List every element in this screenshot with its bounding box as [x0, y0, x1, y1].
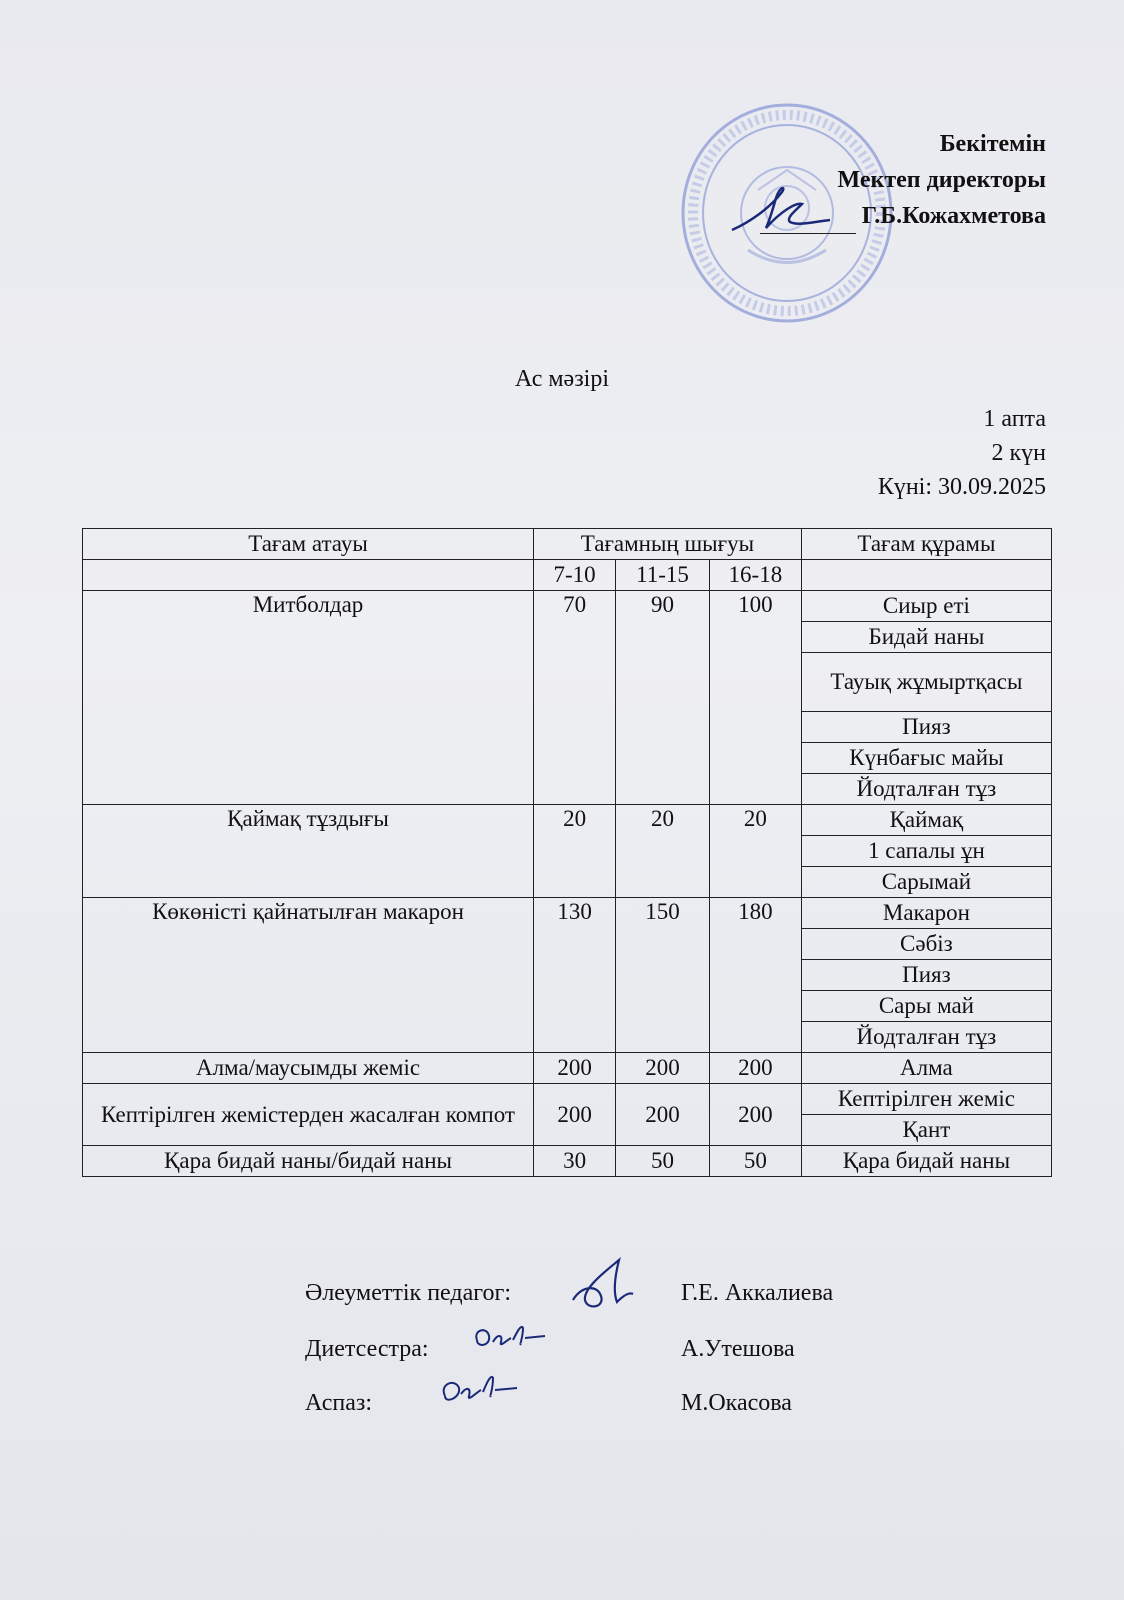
signature-name: Г.Е. Аккалиева [681, 1280, 834, 1306]
yield-16-18: 20 [709, 805, 801, 898]
header-dish-name: Тағам атауы [83, 529, 534, 560]
yield-16-18: 200 [709, 1084, 801, 1146]
ingredient: Сиыр еті [801, 591, 1051, 622]
yield-7-10: 20 [534, 805, 616, 898]
yield-7-10: 200 [534, 1053, 616, 1084]
signature-name: М.Окасова [681, 1390, 792, 1416]
ingredient: Сары май [801, 991, 1051, 1022]
dish-name: Алма/маусымды жеміс [83, 1053, 534, 1084]
cook-signature [435, 1368, 521, 1414]
approval-name-line [760, 198, 1046, 234]
dish-name: Қаймақ тұздығы [83, 805, 534, 898]
table-row [83, 805, 1052, 836]
signature-role: Диетсестра: [305, 1336, 429, 1362]
yield-7-10: 30 [534, 1146, 616, 1177]
header-composition: Тағам құрамы [801, 529, 1051, 560]
dietitian-signature [469, 1318, 549, 1358]
signature-name: А.Утешова [681, 1336, 795, 1362]
approval-director-name: Г.Б.Кожахметова [861, 203, 1046, 229]
header-empty-composition [801, 560, 1051, 591]
yield-11-15: 20 [616, 805, 710, 898]
date-label: Күні: 30.09.2025 [877, 474, 1046, 500]
header-age-row [83, 560, 1052, 591]
ingredient: Кептірілген жеміс [801, 1084, 1051, 1115]
ingredient: Йодталған тұз [801, 774, 1051, 805]
week-label: 1 апта [983, 406, 1046, 432]
header-age-11-15: 11-15 [616, 560, 710, 591]
signature-role: Әлеуметтік педагог: [305, 1280, 511, 1306]
ingredient: Йодталған тұз [801, 1022, 1051, 1053]
header-yield: Тағамның шығуы [534, 529, 802, 560]
ingredient: Сарымай [801, 867, 1051, 898]
yield-16-18: 180 [709, 898, 801, 1053]
approval-position: Мектеп директоры [837, 167, 1046, 193]
dish-name: Қара бидай наны/бидай наны [83, 1146, 534, 1177]
dish-name: Митболдар [83, 591, 534, 805]
header-row [83, 529, 1052, 560]
header-empty-cell [83, 560, 534, 591]
menu-meta [878, 402, 1046, 504]
table-row [83, 1146, 1052, 1177]
yield-11-15: 200 [616, 1053, 710, 1084]
header-age-7-10: 7-10 [534, 560, 616, 591]
approval-block [760, 126, 1046, 234]
ingredient: Қант [801, 1115, 1051, 1146]
menu-table [82, 528, 1052, 1177]
table-row [83, 591, 1052, 622]
ingredient: Бидай наны [801, 622, 1051, 653]
yield-11-15: 90 [616, 591, 710, 805]
ingredient: Қара бидай наны [801, 1146, 1051, 1177]
yield-7-10: 200 [534, 1084, 616, 1146]
ingredient: 1 сапалы ұн [801, 836, 1051, 867]
yield-16-18: 50 [709, 1146, 801, 1177]
ingredient: Алма [801, 1053, 1051, 1084]
ingredient: Қаймақ [801, 805, 1051, 836]
table-row [83, 1053, 1052, 1084]
document-title: Ас мәзірі [514, 366, 610, 392]
ingredient: Макарон [801, 898, 1051, 929]
signature-role: Аспаз: [305, 1390, 373, 1416]
yield-16-18: 100 [709, 591, 801, 805]
yield-11-15: 150 [616, 898, 710, 1053]
yield-7-10: 70 [534, 591, 616, 805]
ingredient: Сәбіз [801, 929, 1051, 960]
table-row [83, 898, 1052, 929]
signature-line [760, 211, 856, 234]
approval-title: Бекітемін [939, 131, 1046, 157]
yield-11-15: 50 [616, 1146, 710, 1177]
dish-name: Кептірілген жемістерден жасалған компот [83, 1084, 534, 1146]
yield-16-18: 200 [709, 1053, 801, 1084]
dish-name: Көкөністі қайнатылған макарон [83, 898, 534, 1053]
ingredient: Пияз [801, 960, 1051, 991]
header-age-16-18: 16-18 [709, 560, 801, 591]
ingredient: Пияз [801, 712, 1051, 743]
social-pedagogue-signature [567, 1256, 637, 1316]
yield-11-15: 200 [616, 1084, 710, 1146]
ingredient: Тауық жұмыртқасы [801, 653, 1051, 712]
day-label: 2 күн [991, 440, 1046, 466]
yield-7-10: 130 [534, 898, 616, 1053]
table-row [83, 1084, 1052, 1115]
ingredient: Күнбағыс майы [801, 743, 1051, 774]
